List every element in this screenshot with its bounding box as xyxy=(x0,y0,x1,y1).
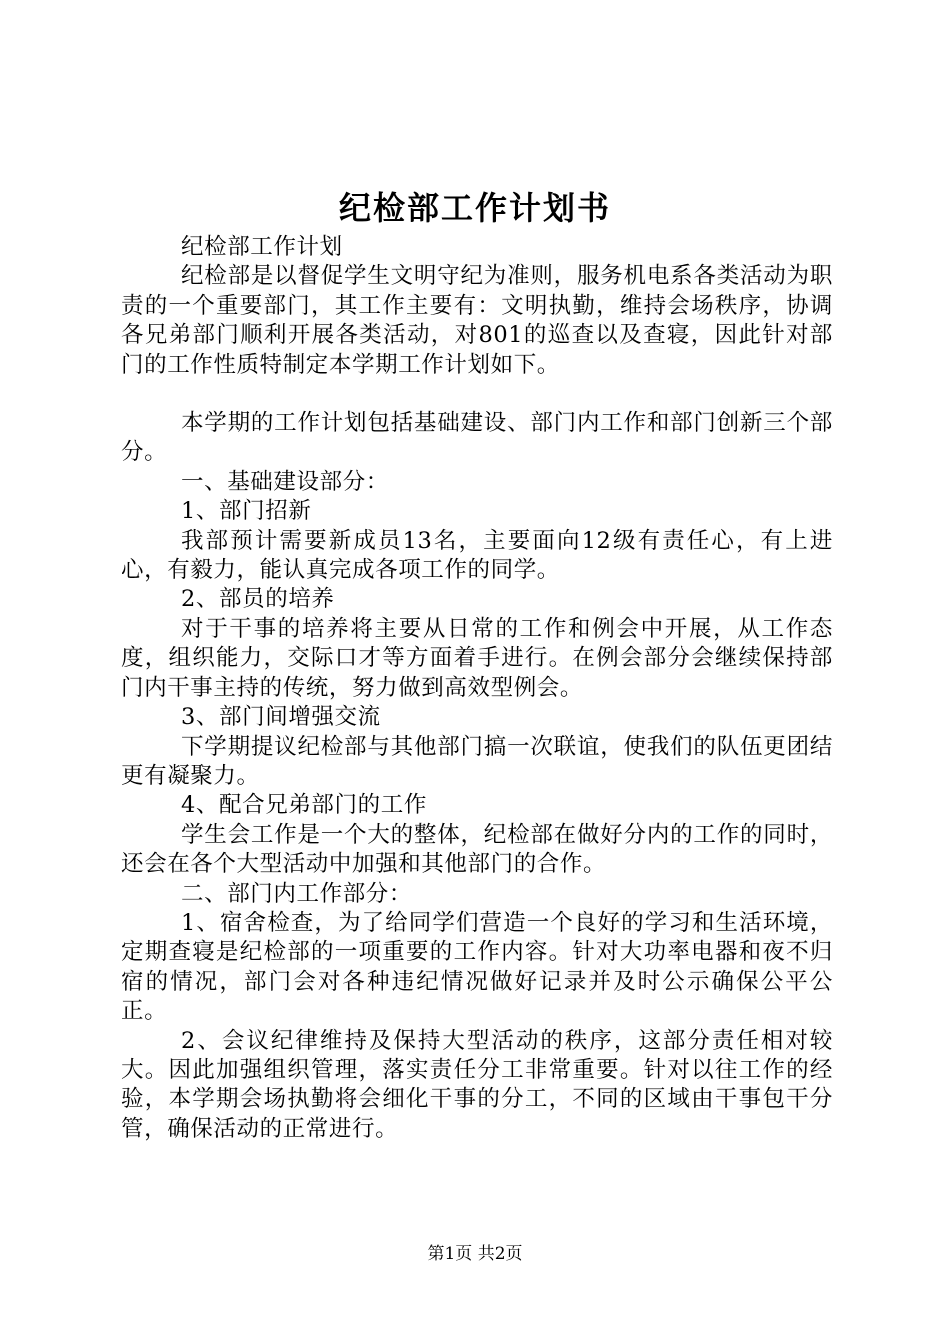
document-title: 纪检部工作计划书 xyxy=(338,189,611,227)
subsection-heading-1-1: 1、部门招新 xyxy=(181,498,312,525)
section-heading-1: 一、基础建设部分： xyxy=(181,468,389,495)
paragraph-meeting-order: 2、会议纪律维持及保持大型活动的秩序，这部分责任相对较大。因此加强组织管理，落实责任分工非常重要。针对以往工作的经验，本学期会场执勤将会细化干事的分工，不同的区域由干事包干分管，确保活动的正常进行。 xyxy=(121,1027,833,1142)
paragraph-cooperation: 学生会工作是一个大的整体，纪检部在做好分内的工作的同时，还会在各个大型活动中加强和其他部门的合作。 xyxy=(121,821,833,878)
paragraph-training: 对于干事的培养将主要从日常的工作和例会中开展，从工作态度，组织能力，交际口才等方面着手进行。在例会部分会继续保持部门内干事主持的传统，努力做到高效型例会。 xyxy=(121,615,833,701)
document-body xyxy=(121,233,833,1144)
paragraph-exchange: 下学期提议纪检部与其他部门搞一次联谊，使我们的队伍更团结更有凝聚力。 xyxy=(121,733,833,789)
section-heading-2: 二、部门内工作部分： xyxy=(181,880,413,907)
intro-paragraph: 纪检部是以督促学生文明守纪为准则，服务机电系各类活动为职责的一个重要部门，其工作主要有：文明执勤，维持会场秩序，协调各兄弟部门顺利开展各类活动，对801的巡查以及查寝，因此针对部门的工作性质特制定本学期工作计划如下。 xyxy=(121,263,833,378)
page-footer: 第1页 共2页 xyxy=(427,1244,523,1264)
subsection-heading-1-2: 2、部员的培养 xyxy=(181,586,335,613)
subsection-heading-1-3: 3、部门间增强交流 xyxy=(181,704,381,731)
paragraph-dorm-inspection: 1、宿舍检查，为了给同学们营造一个良好的学习和生活环境，定期查寝是纪检部的一项重要的工作内容。针对大功率电器和夜不归宿的情况，部门会对各种违纪情况做好记录并及时公示确保公平公正。 xyxy=(121,909,833,1025)
subsection-heading-1-4: 4、配合兄弟部门的工作 xyxy=(181,792,427,819)
subtitle: 纪检部工作计划 xyxy=(181,234,343,260)
overview-paragraph: 本学期的工作计划包括基础建设、部门内工作和部门创新三个部分。 xyxy=(121,410,833,466)
paragraph-recruitment: 我部预计需要新成员13名，主要面向12级有责任心，有上进心，有毅力，能认真完成各项工作的同学。 xyxy=(121,527,833,584)
